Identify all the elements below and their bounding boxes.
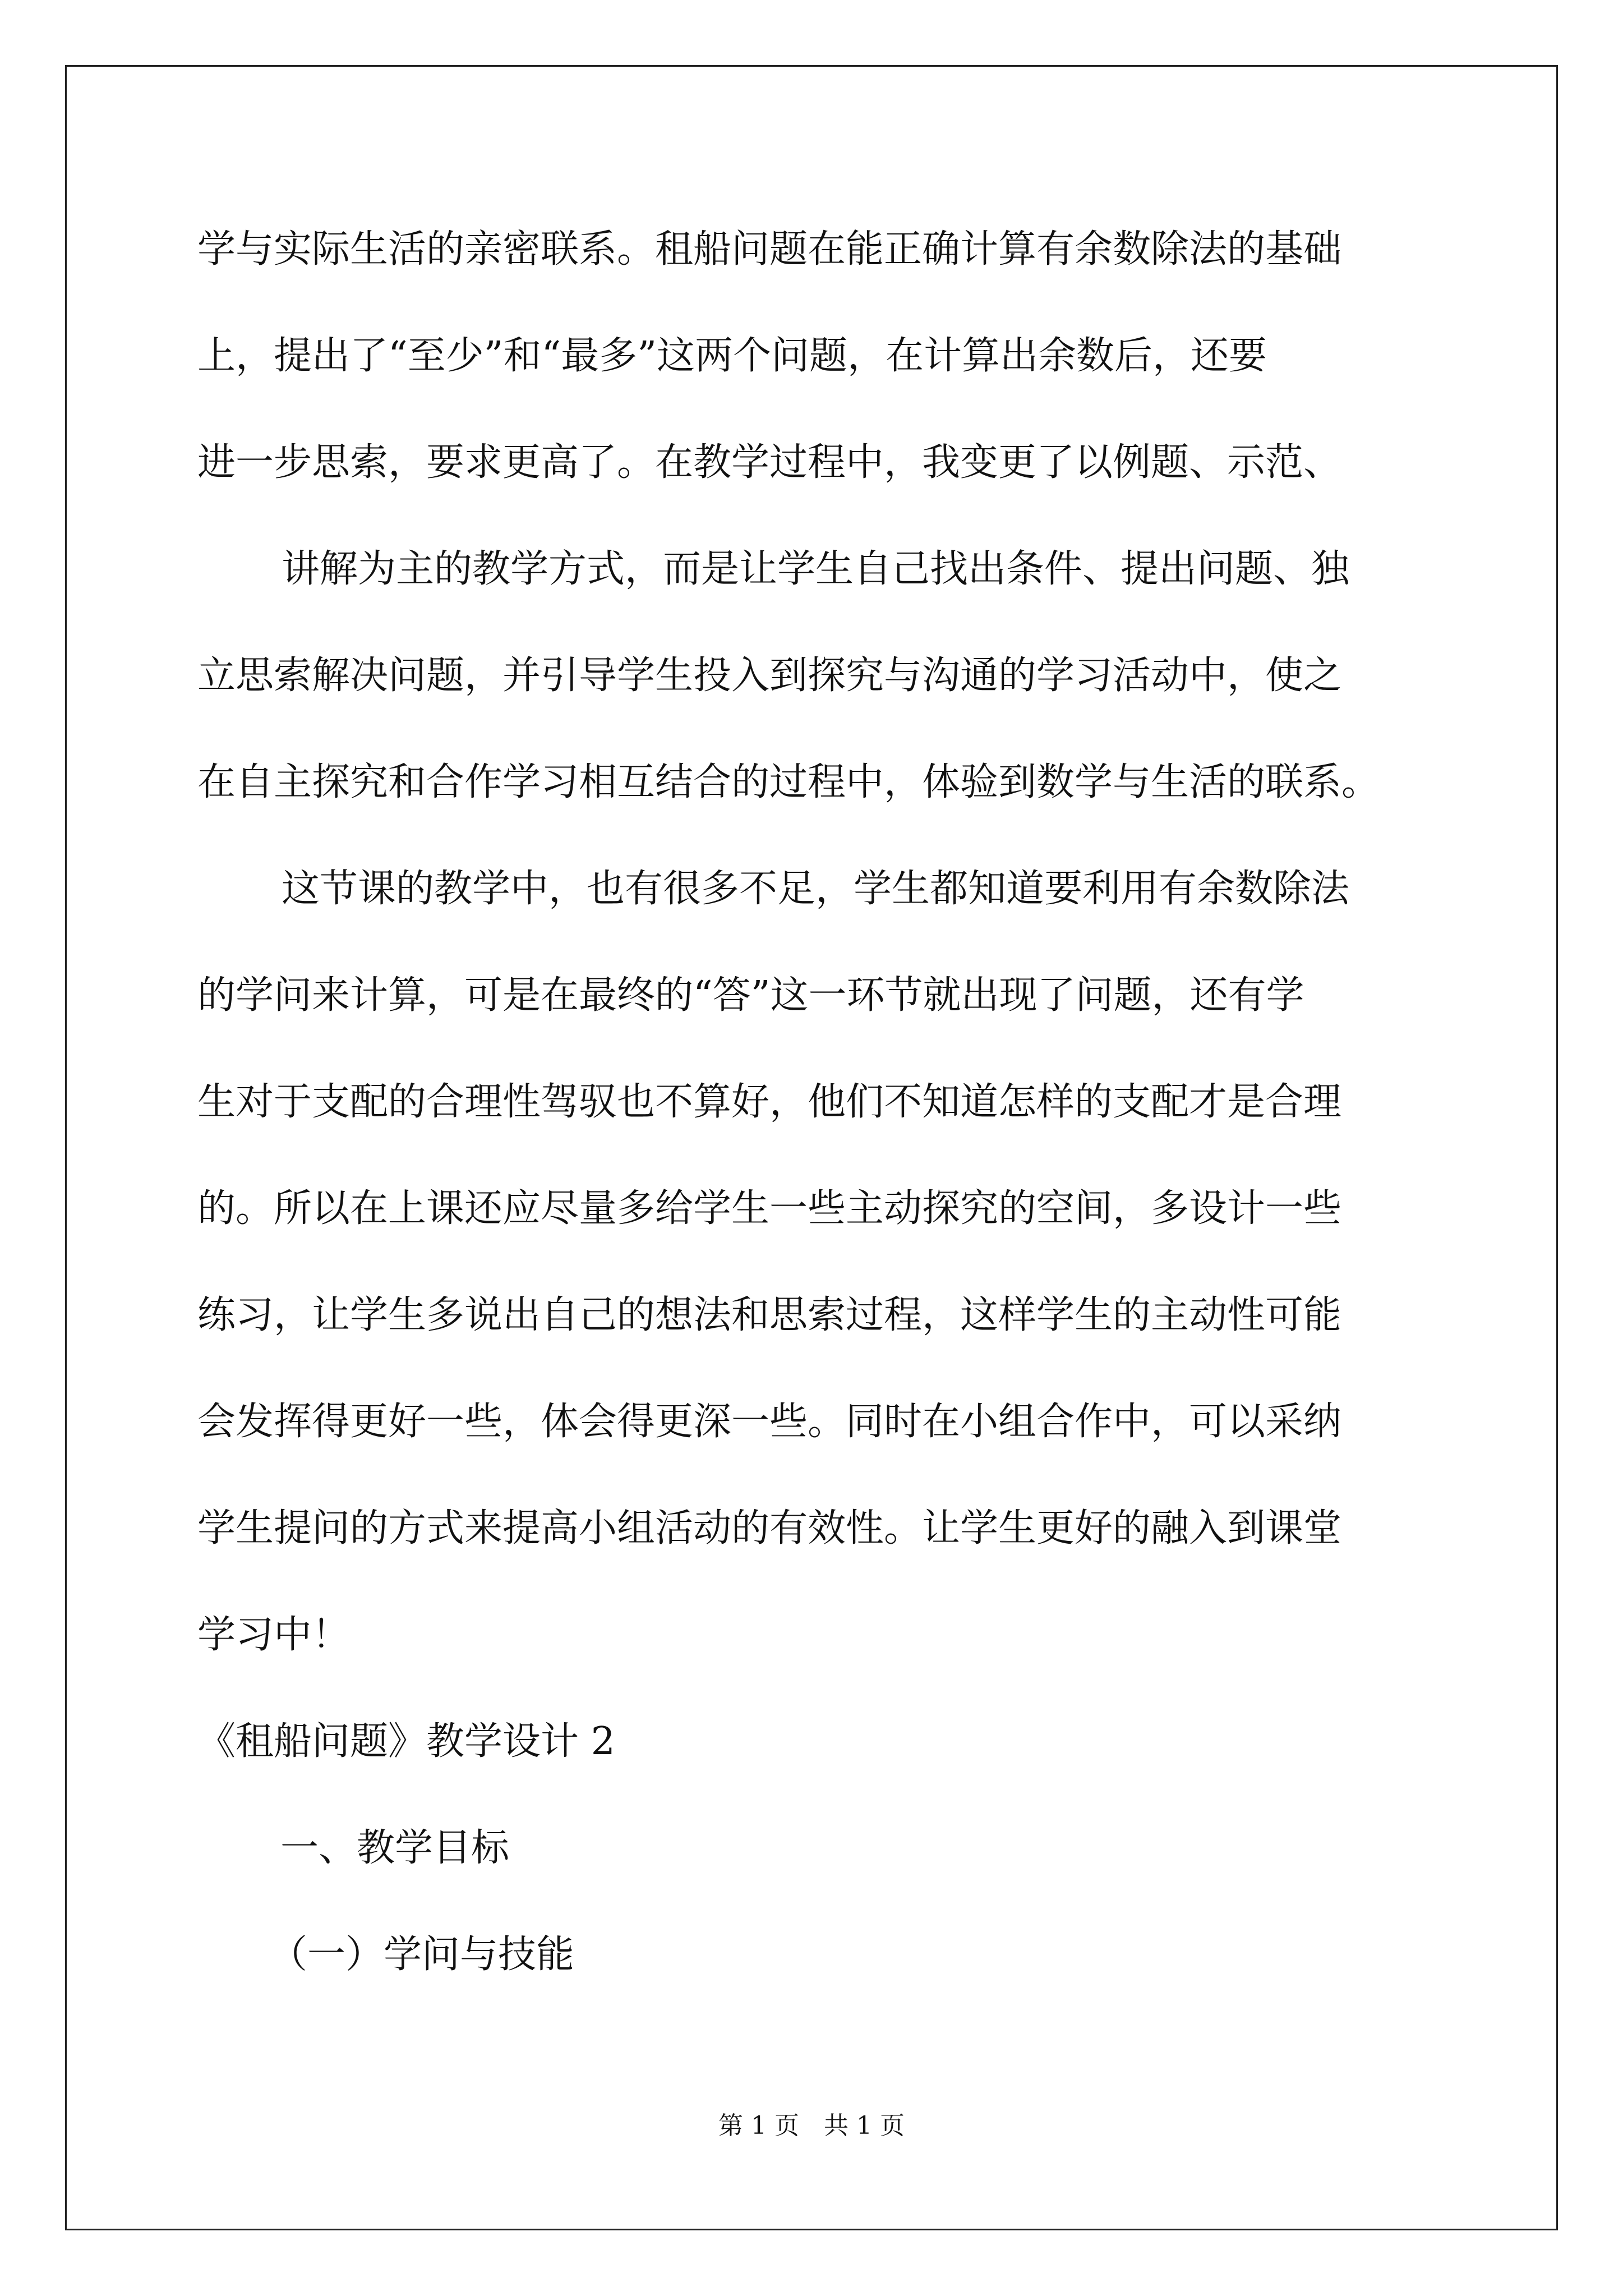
- paragraph-line: 生对于支配的合理性驾驭也不算好，他们不知道怎样的支配才是合理: [197, 1080, 1342, 1124]
- paragraph-line: 学生提问的方式来提高小组活动的有效性。让学生更好的融入到课堂: [197, 1506, 1342, 1550]
- paragraph-line: 学习中！: [197, 1613, 351, 1657]
- paragraph-line: 学与实际生活的亲密联系。租船问题在能正确计算有余数除法的基础: [197, 227, 1342, 272]
- paragraph-line: 这节课的教学中，也有很多不足，学生都知道要利用有余数除法: [282, 867, 1350, 911]
- paragraph-line: 立思索解决问题，并引导学生投入到探究与沟通的学习活动中，使之: [197, 654, 1342, 698]
- paragraph-line: 练习，让学生多说出自己的想法和思索过程，这样学生的主动性可能: [197, 1293, 1342, 1337]
- paragraph-line: 的学问来计算，可是在最终的“答”这一环节就出现了问题，还有学: [197, 973, 1304, 1018]
- paragraph-line: 的。所以在上课还应尽量多给学生一些主动探究的空间，多设计一些: [197, 1186, 1342, 1231]
- paragraph-line: 进一步思索，要求更高了。在教学过程中，我变更了以例题、示范、: [197, 440, 1342, 485]
- page-footer: 第 1 页 共 1 页: [718, 2111, 905, 2140]
- paragraph-line: 会发挥得更好一些，体会得更深一些。同时在小组合作中，可以采纳: [197, 1400, 1342, 1444]
- paragraph-line: 上，提出了“至少”和“最多”这两个问题，在计算出余数后，还要: [197, 334, 1267, 378]
- heading-knowledge-skills: （一）学问与技能: [269, 1932, 575, 1977]
- paragraph-line: 讲解为主的教学方式，而是让学生自己找出条件、提出问题、独: [282, 547, 1350, 591]
- section-title: 《租船问题》教学设计 2: [197, 1719, 615, 1764]
- heading-teaching-goals: 一、教学目标: [280, 1826, 510, 1870]
- page-border: [65, 65, 1558, 2230]
- paragraph-line: 在自主探究和合作学习相互结合的过程中，体验到数学与生活的联系。: [197, 760, 1380, 804]
